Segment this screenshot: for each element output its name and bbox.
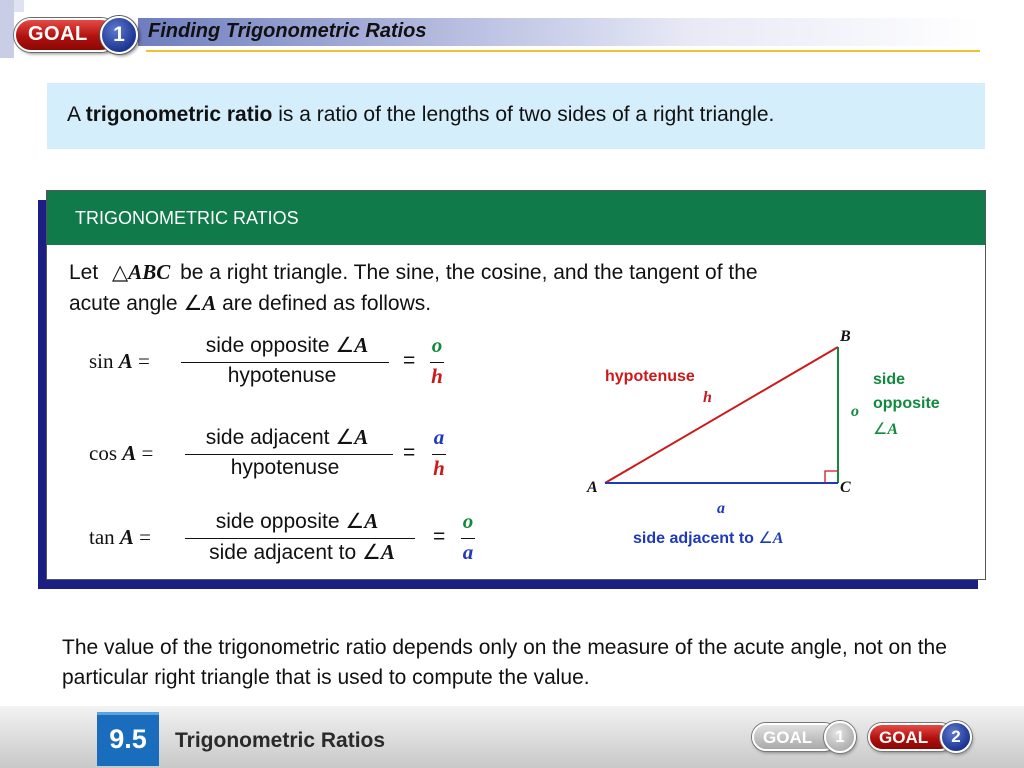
sin-short-bar [430,362,444,363]
adjacent-var: a [717,500,725,517]
goal-2-button[interactable] [868,720,972,754]
intro-mid: be a right triangle. The sine, the cosine, and the tangent of the [180,261,758,284]
goal-badge-number: 1 [100,16,138,54]
goal-1-number: 1 [824,721,856,753]
angle-symbol: ∠ [183,291,203,315]
sin-label: sin A = [89,349,150,373]
corner-decoration [0,0,14,58]
angle-var: A [202,291,217,315]
tan-short-denominator: a [462,540,474,564]
hypotenuse-label: hypotenuse [605,368,695,385]
cos-denominator: hypotenuse [230,456,340,479]
sin-short-numerator: o [431,333,443,357]
page-title: Finding Trigonometric Ratios [148,20,427,42]
triangle-symbol: △ [112,260,129,284]
definition-rest: is a ratio of the lengths of two sides of a right triangle. [278,103,775,126]
cos-short-bar [432,454,446,455]
opposite-label-line2: opposite [873,395,940,412]
definition-text [67,103,774,127]
sin-numerator: side opposite ∠A [205,333,369,357]
definition-box [47,83,985,149]
cos-short-numerator: a [433,425,445,449]
right-triangle-diagram [587,321,907,561]
tan-label: tan A = [89,525,152,549]
trig-ratios-panel [46,190,986,580]
adjacent-label: side adjacent to ∠A [633,530,784,547]
cos-label: cos A = [89,441,154,465]
right-angle-mark [825,471,838,483]
goal-2-word: GOAL [879,728,929,747]
opposite-label-angle: ∠A [873,421,899,438]
opposite-label-line1: side [873,371,906,388]
tan-fraction-bar [185,538,415,539]
corner-decoration [14,0,24,12]
intro-end: are defined as follows. [222,292,432,315]
goal-1-word: GOAL [763,728,813,747]
intro-acute: acute angle [69,292,178,315]
sin-denominator: hypotenuse [227,364,337,387]
goal-1-badge [14,15,132,55]
cos-ratio [47,421,567,481]
goal-1-button[interactable] [752,720,856,754]
title-underline [146,50,980,52]
cos-fraction-bar [185,454,393,455]
vertex-a-label: A [587,479,598,496]
sin-short-denominator: h [431,364,443,388]
sin-fraction-bar [181,362,389,363]
definition-prefix: A [67,103,80,126]
tan-short-bar [461,538,475,539]
tan-short-numerator: o [462,509,474,533]
hypotenuse-var: h [703,389,712,406]
note-text: The value of the trigonometric ratio depends only on the measure of the acute angle, not on the particular right triangle that is used to compute the value. [62,636,947,689]
vertex-c-label: C [840,479,851,496]
opposite-var: o [851,403,859,420]
definition-term: trigonometric ratio [85,103,273,126]
intro-let: Let [69,261,99,284]
tan-numerator: side opposite ∠A [215,509,379,533]
tan-denominator: side adjacent to ∠A [209,540,395,564]
triangle-name: ABC [128,260,171,284]
panel-heading-bar [47,191,985,245]
section-number: 9.5 [97,712,159,766]
tan-ratio [47,505,567,565]
cos-short-denominator: h [433,456,445,480]
tan-equals: = [433,525,446,548]
sin-equals: = [403,349,416,372]
goal-2-number: 2 [940,721,972,753]
panel-heading: TRIGONOMETRIC RATIOS [75,208,299,228]
vertex-b-label: B [840,328,851,345]
goal-badge-word: GOAL [28,23,88,45]
cos-numerator: side adjacent ∠A [205,425,369,449]
cos-equals: = [403,441,416,464]
sin-ratio [47,329,567,389]
panel-intro [69,257,949,319]
footer-title: Trigonometric Ratios [175,729,386,752]
